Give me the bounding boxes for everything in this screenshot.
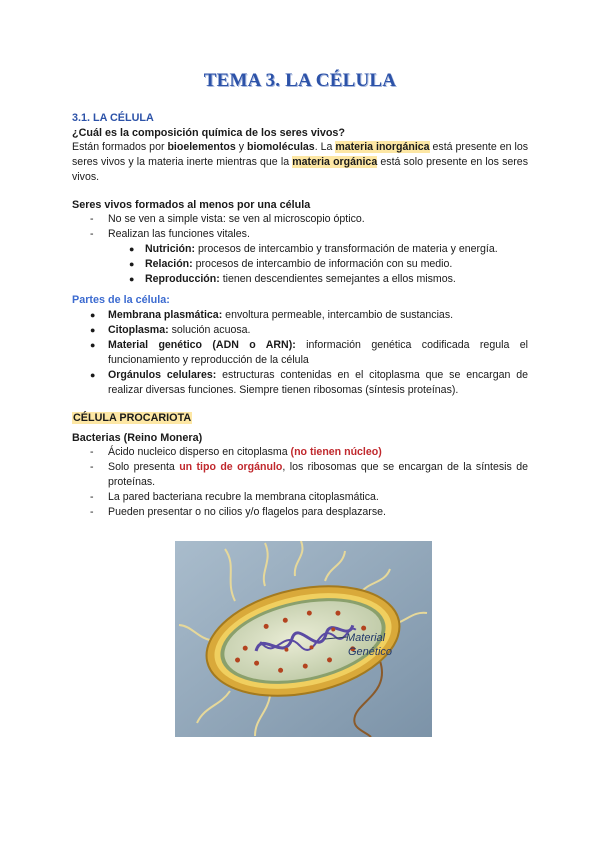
term-bioelementos: bioelementos	[167, 141, 236, 153]
highlight-materia-inorganica: materia inorgánica	[335, 141, 430, 153]
figure-label-genetico: Genético	[348, 646, 393, 658]
intro-paragraph	[72, 140, 528, 185]
living-beings-heading: Seres vivos formados al menos por una célula	[72, 199, 311, 211]
list-item: - Solo presenta un tipo de orgánulo, los ribosomas que se encargan de la síntesis de proteínas.	[90, 461, 528, 488]
figure-label-material: Material	[346, 632, 386, 644]
list-item: ● Material genético (ADN o ARN): información genética codificada regula el funcionamiento y reproducción de la célula	[90, 339, 528, 366]
intro-text: . La	[314, 141, 336, 153]
intro-text: está presente en los seres vivos y la materia inerte mientras que la	[72, 141, 529, 168]
intro-text: está solo presente en los seres vivos.	[72, 156, 528, 183]
term-biomoleculas: biomoléculas	[246, 141, 315, 153]
page-title: TEMA 3. LA CÉLULA	[203, 70, 397, 91]
bacteria-heading: Bacterias (Reino Monera)	[72, 432, 203, 444]
bacteria-illustration	[175, 541, 432, 737]
parts-heading: Partes de la célula:	[72, 294, 170, 306]
section-heading: 3.1. LA CÉLULA	[72, 112, 154, 124]
prokaryote-heading: CÉLULA PROCARIOTA	[73, 412, 192, 424]
highlight-materia-organica: materia orgánica	[292, 156, 378, 168]
list-item: ● Orgánulos celulares: estructuras contenidas en el citoplasma que se encargan de realizar diversas funciones. Siempre tienen ribosomas (síntesis proteínas).	[90, 369, 529, 396]
question-heading: ¿Cuál es la composición química de los seres vivos?	[72, 127, 346, 139]
intro-text: Están formados por	[72, 141, 168, 153]
intro-text: y	[235, 141, 247, 153]
